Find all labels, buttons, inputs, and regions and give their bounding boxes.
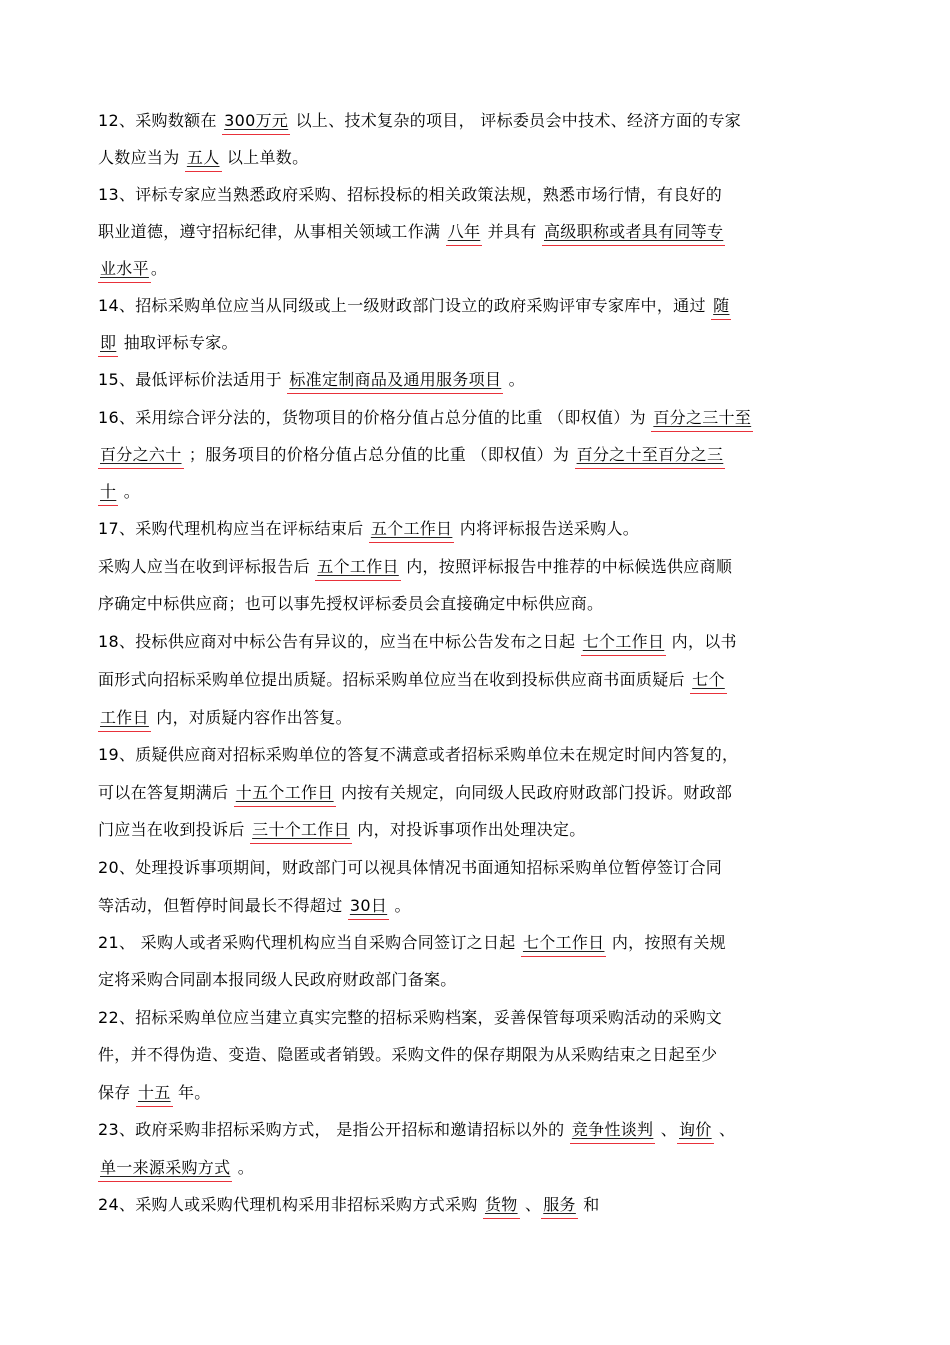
text: 件，并不得伪造、变造、隐匿或者销毁。采购文件的保存期限为从采购结束之日起至少 xyxy=(98,1045,718,1064)
text: 24、采购人或采购代理机构采用非招标采购方式采购 xyxy=(98,1195,483,1214)
text: ；服务项目的价格分值占总分值的比重 （即权值）为 xyxy=(183,445,575,464)
answer-blank: 单一来源采购方式 xyxy=(100,1158,231,1177)
answer-blank: 询价 xyxy=(679,1120,712,1139)
q16-line-3 xyxy=(98,482,140,502)
text: 。 xyxy=(389,896,411,915)
text: 和 xyxy=(577,1195,600,1214)
text: 19、质疑供应商对招标采购单位的答复不满意或者招标采购单位未在规定时间内答复的， xyxy=(98,745,739,764)
q22-line-3 xyxy=(98,1083,211,1103)
text: 21、 采购人或者采购代理机构应当自采购合同签订之日起 xyxy=(98,933,521,952)
answer-blank: 即 xyxy=(100,333,117,352)
answer-blank: 百分之十至百分之三 xyxy=(576,445,724,464)
text: 12、采购数额在 xyxy=(98,111,223,130)
text: 、 xyxy=(713,1120,736,1139)
text: 采购人应当在收到评标报告后 xyxy=(98,557,316,576)
answer-blank: 货物 xyxy=(484,1195,518,1214)
q22-line-2 xyxy=(98,1045,717,1065)
text: 内，对质疑内容作出答复。 xyxy=(150,708,352,727)
text: 序确定中标供应商；也可以事先授权评标委员会直接确定中标供应商。 xyxy=(98,594,604,613)
answer-blank: 标准定制商品及通用服务项目 xyxy=(289,370,502,389)
text: 14、招标采购单位应当从同级或上一级财政部门设立的政府采购评审专家库中，通过 xyxy=(98,296,712,315)
answer-blank: 七个工作日 xyxy=(582,632,665,651)
answer-blank: 七个 xyxy=(692,670,725,689)
q15-line xyxy=(98,370,525,390)
text: 23、政府采购非招标采购方式， 是指公开招标和邀请招标以外的 xyxy=(98,1120,570,1139)
q13-line-3 xyxy=(98,259,167,279)
q18-line-3 xyxy=(98,708,352,728)
q22-line-1 xyxy=(98,1008,722,1028)
text: 17、采购代理机构应当在评标结束后 xyxy=(98,519,369,538)
answer-blank: 十五个工作日 xyxy=(235,783,334,802)
answer-blank: 竞争性谈判 xyxy=(571,1120,654,1139)
text: 人数应当为 xyxy=(98,148,185,167)
q21-line-2 xyxy=(98,970,457,990)
text: 面形式向招标采购单位提出质疑。招标采购单位应当在收到投标供应商书面质疑后 xyxy=(98,670,691,689)
text: 内按有关规定，向同级人民政府财政部门投诉。财政部 xyxy=(335,783,733,802)
text: 16、采用综合评分法的，货物项目的价格分值占总分值的比重 （即权值）为 xyxy=(98,408,652,427)
text: 22、招标采购单位应当建立真实完整的招标采购档案，妥善保管每项采购活动的采购文 xyxy=(98,1008,723,1027)
text: 定将采购合同副本报同级人民政府财政部门备案。 xyxy=(98,970,457,989)
q23-line-1 xyxy=(98,1120,735,1140)
q13-line-1 xyxy=(98,185,722,205)
q21-line-1 xyxy=(98,933,726,953)
q16-line-2 xyxy=(98,445,725,465)
answer-blank: 服务 xyxy=(543,1195,576,1214)
q19-line-3 xyxy=(98,820,586,840)
text: 、 xyxy=(519,1195,542,1214)
text: 保存 xyxy=(98,1083,136,1102)
q17-line-3 xyxy=(98,594,603,614)
text: 年。 xyxy=(172,1083,211,1102)
q23-line-2 xyxy=(98,1158,254,1178)
q16-line-1 xyxy=(98,408,753,428)
text: 以上、技术复杂的项目， 评标委员会中技术、经济方面的专家 xyxy=(290,111,742,130)
q12-line-1 xyxy=(98,111,741,131)
answer-blank: 十五 xyxy=(138,1083,171,1102)
answer-blank: 十 xyxy=(100,482,117,501)
text: 。 xyxy=(503,370,525,389)
text: 职业道德，遵守招标纪律，从事相关领域工作满 xyxy=(98,222,446,241)
q20-line-2 xyxy=(98,896,411,916)
q18-line-1 xyxy=(98,632,737,652)
text: 15、最低评标价法适用于 xyxy=(98,370,288,389)
answer-blank: 随 xyxy=(713,296,730,315)
answer-blank: 五人 xyxy=(186,148,220,167)
answer-blank: 百分之六十 xyxy=(100,445,182,464)
answer-blank: 300万元 xyxy=(224,111,289,130)
q20-line-1 xyxy=(98,858,722,878)
q19-line-1 xyxy=(98,745,738,765)
text: 等活动，但暂停时间最长不得超过 xyxy=(98,896,348,915)
text: 13、评标专家应当熟悉政府采购、招标投标的相关政策法规，熟悉市场行情，有良好的 xyxy=(98,185,723,204)
text: 内，对投诉事项作出处理决定。 xyxy=(351,820,586,839)
answer-blank: 七个工作日 xyxy=(522,933,605,952)
text: 并具有 xyxy=(482,222,542,241)
answer-blank: 30日 xyxy=(349,896,388,915)
q14-line-1 xyxy=(98,296,731,316)
text: 内将评标报告送采购人。 xyxy=(454,519,640,538)
text: 18、投标供应商对中标公告有异议的，应当在中标公告发布之日起 xyxy=(98,632,581,651)
text: 内，按照评标报告中推荐的中标候选供应商顺 xyxy=(400,557,733,576)
text: 抽取评标专家。 xyxy=(118,333,238,352)
text: 20、处理投诉事项期间，财政部门可以视具体情况书面通知招标采购单位暂停签订合同 xyxy=(98,858,723,877)
q17-line-2 xyxy=(98,557,732,577)
answer-blank: 三十个工作日 xyxy=(252,820,350,839)
answer-blank: 业水平 xyxy=(100,259,149,278)
text: 。 xyxy=(118,482,140,501)
text: 以上单数。 xyxy=(221,148,309,167)
text: 。 xyxy=(232,1158,255,1177)
q12-line-2 xyxy=(98,148,308,168)
text: 内，按照有关规 xyxy=(606,933,726,952)
q17-line-1 xyxy=(98,519,639,539)
text: 。 xyxy=(150,259,168,278)
answer-blank: 五个工作日 xyxy=(317,557,399,576)
text: 门应当在收到投诉后 xyxy=(98,820,251,839)
text: 、 xyxy=(655,1120,678,1139)
answer-blank: 八年 xyxy=(447,222,481,241)
answer-blank: 百分之三十至 xyxy=(653,408,752,427)
q14-line-2 xyxy=(98,333,238,353)
answer-blank: 五个工作日 xyxy=(370,519,453,538)
q13-line-2 xyxy=(98,222,725,242)
q18-line-2 xyxy=(98,670,727,690)
q24-line-1 xyxy=(98,1195,600,1215)
answer-blank: 工作日 xyxy=(100,708,149,727)
q19-line-2 xyxy=(98,783,732,803)
answer-blank: 高级职称或者具有同等专 xyxy=(543,222,724,241)
text: 内，以书 xyxy=(666,632,737,651)
text: 可以在答复期满后 xyxy=(98,783,234,802)
